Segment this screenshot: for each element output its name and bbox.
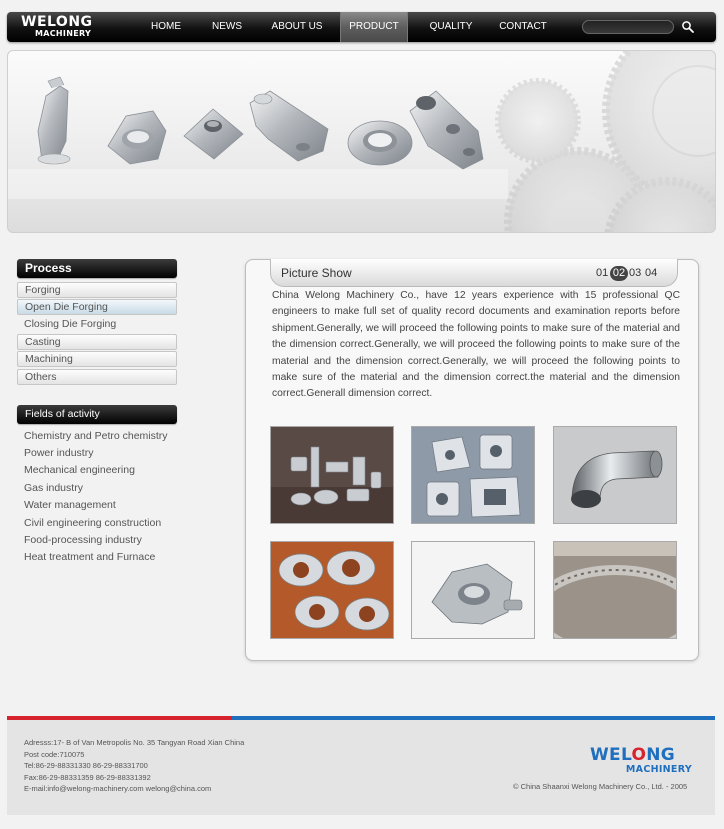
footer-logo-sub: MACHINERY <box>625 764 692 775</box>
process-item-machining[interactable]: Machining <box>17 351 177 367</box>
search-icon[interactable] <box>681 20 695 34</box>
banner-part-6 <box>410 91 483 169</box>
product-photo-6[interactable] <box>553 541 677 639</box>
banner-part-5 <box>348 121 412 165</box>
nav-about-us[interactable]: ABOUT US <box>271 21 323 32</box>
nav-quality[interactable]: QUALITY <box>429 21 473 32</box>
banner-part-3 <box>184 109 243 159</box>
product-photo-5[interactable] <box>411 541 535 639</box>
process-item-casting[interactable]: Casting <box>17 334 177 350</box>
product-photo-2[interactable] <box>411 426 535 524</box>
product-photo-4[interactable] <box>270 541 394 639</box>
field-item[interactable]: Chemistry and Petro chemistry <box>24 430 168 442</box>
footer-fax: Fax:86-29-88331359 86-29-88331392 <box>24 773 151 782</box>
field-item[interactable]: Heat treatment and Furnace <box>24 551 156 563</box>
footer-email[interactable]: E-mail:info@welong-machinery.com welong@china.com <box>24 784 212 793</box>
process-heading: Process <box>17 259 177 278</box>
nav-news[interactable]: NEWS <box>212 21 242 32</box>
nav-contact[interactable]: CONTACT <box>499 21 547 32</box>
search-box <box>582 20 674 34</box>
field-item[interactable]: Food-processing industry <box>24 534 142 546</box>
footer-logo-o: O <box>631 745 647 765</box>
footer-postcode: Post code:710075 <box>24 750 85 759</box>
nav-product[interactable]: PRODUCT <box>340 12 408 42</box>
field-item[interactable]: Water management <box>24 499 116 511</box>
logo-text-main: WELONG <box>21 14 93 30</box>
product-photo-1[interactable] <box>270 426 394 524</box>
banner-part-1 <box>38 77 70 164</box>
footer-address: Adresss:17- B of Van Metropolis No. 35 Tangyan Road Xian China <box>24 738 245 747</box>
page-link-03[interactable]: 03 <box>629 267 642 279</box>
footer-logo-part: NG <box>646 745 676 765</box>
field-item[interactable]: Civil engineering construction <box>24 517 162 529</box>
article-text: China Welong Machinery Co., have 12 years experience with 15 professional QC engineers to make full set of quality record documents and examination reports before shipment.Generally, we will proceed the following points to make sure of the material and the dimension correct.Generally, we will proceed the following points to make sure of the material and the dimension correct.Generally, we will proceed the following points to make sure of the material and the dimension correct.the material and the dimension correct.Generall dimension correct. <box>272 290 680 400</box>
banner-part-4 <box>250 91 328 161</box>
banner <box>7 50 716 233</box>
nav-home[interactable]: HOME <box>151 21 181 32</box>
footer-logo <box>590 747 692 777</box>
banner-part-2 <box>108 111 166 164</box>
logo[interactable] <box>21 15 103 39</box>
footer-tel: Tel:86-29-88331330 86-29-88331700 <box>24 761 148 770</box>
logo-text-sub: MACHINERY <box>35 29 92 38</box>
process-item-closing-die-forging[interactable]: Closing Die Forging <box>24 318 117 330</box>
page-link-01[interactable]: 01 <box>596 267 609 279</box>
field-item[interactable]: Gas industry <box>24 482 83 494</box>
product-photo-3[interactable] <box>553 426 677 524</box>
page-link-04[interactable]: 04 <box>645 267 658 279</box>
copyright: © China Shaanxi Welong Machinery Co., Ltd. - 2005 <box>513 782 688 791</box>
field-item[interactable]: Power industry <box>24 447 94 459</box>
process-item-forging[interactable]: Forging <box>17 282 177 298</box>
process-item-others[interactable]: Others <box>17 369 177 385</box>
search-input[interactable] <box>583 25 673 37</box>
process-item-open-die-forging[interactable]: Open Die Forging <box>17 299 177 315</box>
page-link-02-current[interactable]: 02 <box>610 266 628 281</box>
footer-logo-part: WEL <box>590 745 632 765</box>
fields-heading: Fields of activity <box>17 405 177 424</box>
banner-gears-image <box>8 51 716 233</box>
field-item[interactable]: Mechanical engineering <box>24 464 135 476</box>
panel-title: Picture Show <box>281 266 352 280</box>
